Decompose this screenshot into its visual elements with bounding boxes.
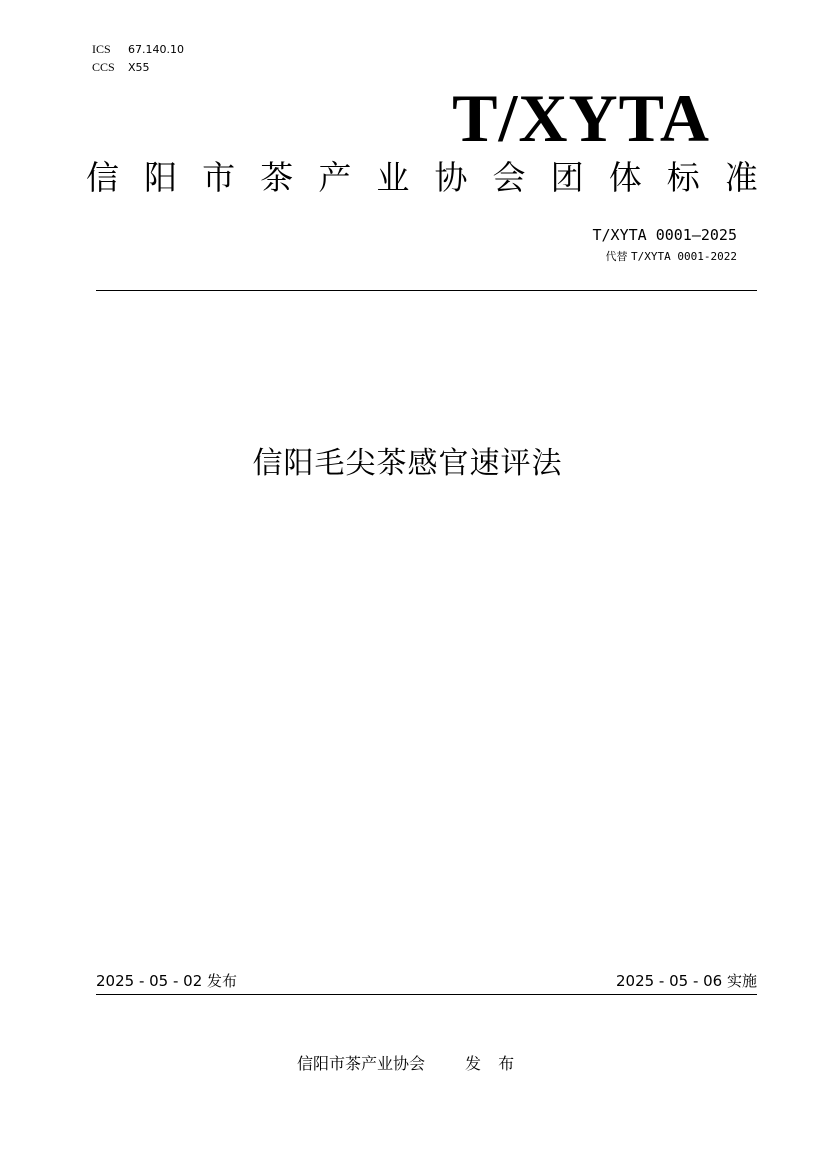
publisher	[297, 1051, 520, 1077]
org-char: 阳	[144, 158, 178, 197]
ccs-value: X55	[128, 61, 150, 74]
bottom-divider	[96, 994, 757, 995]
org-char: 体	[608, 158, 642, 197]
ics-code	[92, 40, 184, 59]
org-char: 茶	[260, 158, 294, 197]
org-char: 会	[492, 158, 526, 197]
ccs-label: CCS	[92, 60, 115, 74]
publisher-name: 信阳市茶产业协会	[297, 1054, 426, 1073]
ics-value: 67.140.10	[128, 43, 184, 56]
publisher-verb: 发 布	[465, 1054, 521, 1073]
document-title: 信阳毛尖茶感官速评法	[252, 446, 563, 481]
implement-date: 2025 - 05 - 06 实施	[615, 972, 757, 990]
organization-standard-heading	[86, 154, 758, 202]
standard-logo: T/XYTA	[452, 80, 710, 156]
org-char: 标	[666, 158, 700, 197]
replaces-standard	[606, 248, 737, 266]
ics-label: ICS	[92, 42, 111, 56]
org-char: 产	[318, 158, 352, 197]
org-char: 协	[434, 158, 468, 197]
org-char: 信	[86, 158, 119, 197]
publish-date: 2025 - 05 - 02 发布	[96, 972, 238, 990]
replaces-number: T/XYTA 0001-2022	[631, 250, 737, 263]
org-char: 团	[550, 158, 584, 197]
replaces-label: 代替	[605, 250, 628, 263]
top-divider	[96, 290, 757, 291]
org-char: 准	[724, 158, 758, 197]
ccs-code	[92, 58, 150, 77]
standard-number: T/XYTA 0001—2025	[592, 226, 737, 244]
org-char: 业	[376, 158, 410, 197]
org-char: 市	[202, 158, 236, 197]
